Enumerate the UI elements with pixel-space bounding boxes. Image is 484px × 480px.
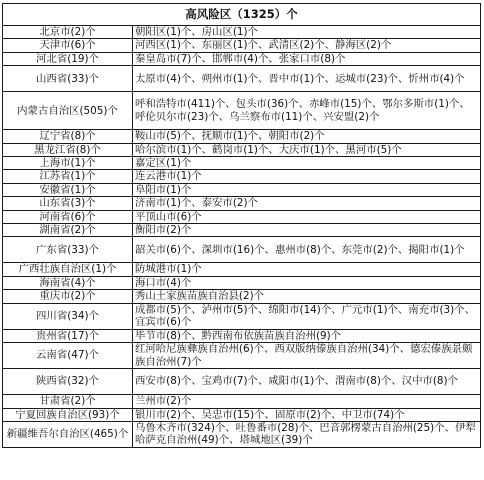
region-cell: 黑龙江省(8)个 — [3, 143, 133, 156]
region-cell: 山东省(3)个 — [3, 197, 133, 210]
cities-cell: 秦皇岛市(7)个、邯郸市(4)个、张家口市(8)个 — [133, 52, 481, 65]
table-row — [3, 210, 481, 223]
cities-cell: 乌鲁木齐市(324)个、吐鲁番市(28)个、巴音郭楞蒙古自治州(25)个、伊犁哈萨克自治州(49)个、塔城地区(39)个 — [133, 421, 481, 447]
cities-cell: 成都市(5)个、泸州市(5)个、绵阳市(14)个、广元市(1)个、南充市(3)个、宜宾市(6)个 — [133, 303, 481, 329]
region-cell: 安徽省(1)个 — [3, 183, 133, 196]
region-cell: 甘肃省(2)个 — [3, 395, 133, 408]
region-cell: 贵州省(17)个 — [3, 329, 133, 342]
table-row — [3, 66, 481, 92]
cities-cell: 呼和浩特市(411)个、包头市(36)个、赤峰市(15)个、鄂尔多斯市(1)个、呼伦贝尔市(23)个、乌兰察布市(11)个、兴安盟(2)个 — [133, 92, 481, 130]
region-cell: 广西壮族自治区(1)个 — [3, 263, 133, 276]
region-cell: 河北省(19)个 — [3, 52, 133, 65]
cities-cell: 平顶山市(6)个 — [133, 210, 481, 223]
table-row — [3, 237, 481, 263]
region-cell: 山西省(33)个 — [3, 66, 133, 92]
region-cell: 北京市(2)个 — [3, 26, 133, 39]
region-cell: 广东省(33)个 — [3, 237, 133, 263]
table-row — [3, 343, 481, 369]
region-cell: 海南省(4)个 — [3, 276, 133, 289]
region-cell: 宁夏回族自治区(93)个 — [3, 408, 133, 421]
cities-cell: 河西区(1)个、东丽区(1)个、武清区(2)个、静海区(2)个 — [133, 39, 481, 52]
table-row — [3, 369, 481, 395]
cities-cell: 阜阳市(1)个 — [133, 183, 481, 196]
high-risk-area-table — [2, 3, 481, 448]
table-row — [3, 52, 481, 65]
cities-cell: 衡阳市(2)个 — [133, 224, 481, 237]
cities-cell: 朝阳区(1)个、房山区(1)个 — [133, 26, 481, 39]
cities-cell: 太原市(4)个、朔州市(1)个、晋中市(1)个、运城市(23)个、忻州市(4)个 — [133, 66, 481, 92]
cities-cell: 海口市(4)个 — [133, 276, 481, 289]
table-row — [3, 224, 481, 237]
region-cell: 天津市(6)个 — [3, 39, 133, 52]
table-row — [3, 92, 481, 130]
cities-cell: 兰州市(2)个 — [133, 395, 481, 408]
cities-cell: 银川市(2)个、吴忠市(15)个、固原市(2)个、中卫市(74)个 — [133, 408, 481, 421]
cities-cell: 毕节市(8)个、黔西南布依族苗族自治州(9)个 — [133, 329, 481, 342]
table-row — [3, 329, 481, 342]
table-row — [3, 183, 481, 196]
cities-cell: 嘉定区(1)个 — [133, 157, 481, 170]
table-body — [3, 4, 481, 448]
cities-cell: 鞍山市(5)个、抚顺市(1)个、朝阳市(2)个 — [133, 130, 481, 143]
cities-cell: 防城港市(1)个 — [133, 263, 481, 276]
cities-cell: 西安市(8)个、宝鸡市(7)个、咸阳市(1)个、渭南市(8)个、汉中市(8)个 — [133, 369, 481, 395]
cities-cell: 红河哈尼族彝族自治州(6)个、西双版纳傣族自治州(34)个、德宏傣族景颇族自治州(7)个 — [133, 343, 481, 369]
table-row — [3, 157, 481, 170]
cities-cell: 韶关市(6)个、深圳市(16)个、惠州市(8)个、东莞市(2)个、揭阳市(1)个 — [133, 237, 481, 263]
region-cell: 重庆市(2)个 — [3, 290, 133, 303]
table-title: 高风险区（1325）个 — [3, 4, 481, 26]
region-cell: 四川省(34)个 — [3, 303, 133, 329]
region-cell: 辽宁省(8)个 — [3, 130, 133, 143]
table-row — [3, 130, 481, 143]
region-cell: 河南省(6)个 — [3, 210, 133, 223]
table-row — [3, 421, 481, 447]
table-row — [3, 395, 481, 408]
region-cell: 陕西省(32)个 — [3, 369, 133, 395]
table-row — [3, 197, 481, 210]
table-row — [3, 408, 481, 421]
table-title-row — [3, 4, 481, 26]
region-cell: 新疆维吾尔自治区(465)个 — [3, 421, 133, 447]
table-row — [3, 26, 481, 39]
table-row — [3, 143, 481, 156]
region-cell: 湖南省(2)个 — [3, 224, 133, 237]
cities-cell: 连云港市(1)个 — [133, 170, 481, 183]
cities-cell: 哈尔滨市(1)个、鹤岗市(1)个、大庆市(1)个、黑河市(5)个 — [133, 143, 481, 156]
table-row — [3, 170, 481, 183]
table-row — [3, 303, 481, 329]
region-cell: 云南省(47)个 — [3, 343, 133, 369]
region-cell: 江苏省(1)个 — [3, 170, 133, 183]
region-cell: 内蒙古自治区(505)个 — [3, 92, 133, 130]
table-row — [3, 290, 481, 303]
table-row — [3, 39, 481, 52]
table-row — [3, 276, 481, 289]
cities-cell: 秀山土家族苗族自治县(2)个 — [133, 290, 481, 303]
table-row — [3, 263, 481, 276]
region-cell: 上海市(1)个 — [3, 157, 133, 170]
cities-cell: 济南市(1)个、泰安市(2)个 — [133, 197, 481, 210]
